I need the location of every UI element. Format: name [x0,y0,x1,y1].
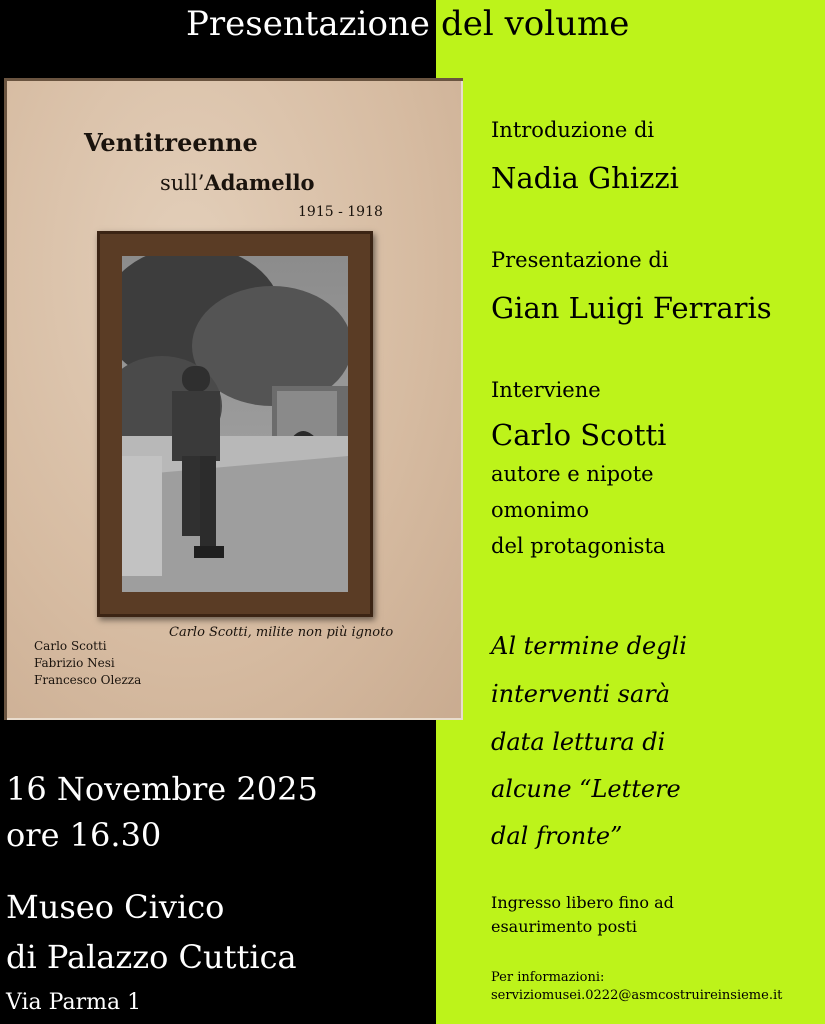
book-authors [34,638,141,689]
reading-line-3: data lettura di [491,728,666,756]
soldier-photo [122,256,348,592]
venue-line-2: di Palazzo Cuttica [6,938,297,976]
speaker-role-3: del protagonista [491,534,666,558]
book-subtitle [160,170,315,195]
book-author: Carlo Scotti [34,639,107,653]
speaker-name: Carlo Scotti [491,418,667,452]
soldier-photo-image [122,256,348,592]
reading-line-1: Al termine degli [491,632,687,660]
book-title: Ventitreenne [84,128,258,157]
reading-line-4: alcune “Lettere [491,775,681,803]
presentation-label: Presentazione di [491,248,669,272]
info-email: serviziomusei.0222@asmcostruireinsieme.it [491,988,783,1003]
presentation-name: Gian Luigi Ferraris [491,291,772,325]
book-caption: Carlo Scotti, milite non più ignoto [169,625,394,640]
speaker-role-1: autore e nipote [491,462,654,486]
intro-name: Nadia Ghizzi [491,161,679,195]
speaker-label: Interviene [491,378,601,402]
info-label: Per informazioni: [491,970,605,985]
reading-line-2: interventi sarà [491,680,671,708]
reading-line-5: dal fronte” [491,822,623,850]
book-subtitle-prefix: sull’ [160,171,205,195]
book-subtitle-main: Adamello [204,170,315,195]
book-years: 1915 - 1918 [298,204,383,220]
header-title-left: Presentazione [186,4,430,44]
venue-line-1: Museo Civico [6,888,225,926]
photo-frame [97,231,373,617]
book-author: Fabrizio Nesi [34,656,115,670]
header-title-right: del volume [441,4,630,44]
book-cover [4,78,463,720]
venue-address: Via Parma 1 [6,990,142,1015]
event-time: ore 16.30 [6,816,162,854]
admission-line-1: Ingresso libero fino ad [491,893,674,912]
admission-line-2: esaurimento posti [491,917,638,936]
intro-label: Introduzione di [491,118,655,142]
book-author: Francesco Olezza [34,673,142,687]
speaker-role-2: omonimo [491,498,589,522]
event-date: 16 Novembre 2025 [6,770,318,808]
